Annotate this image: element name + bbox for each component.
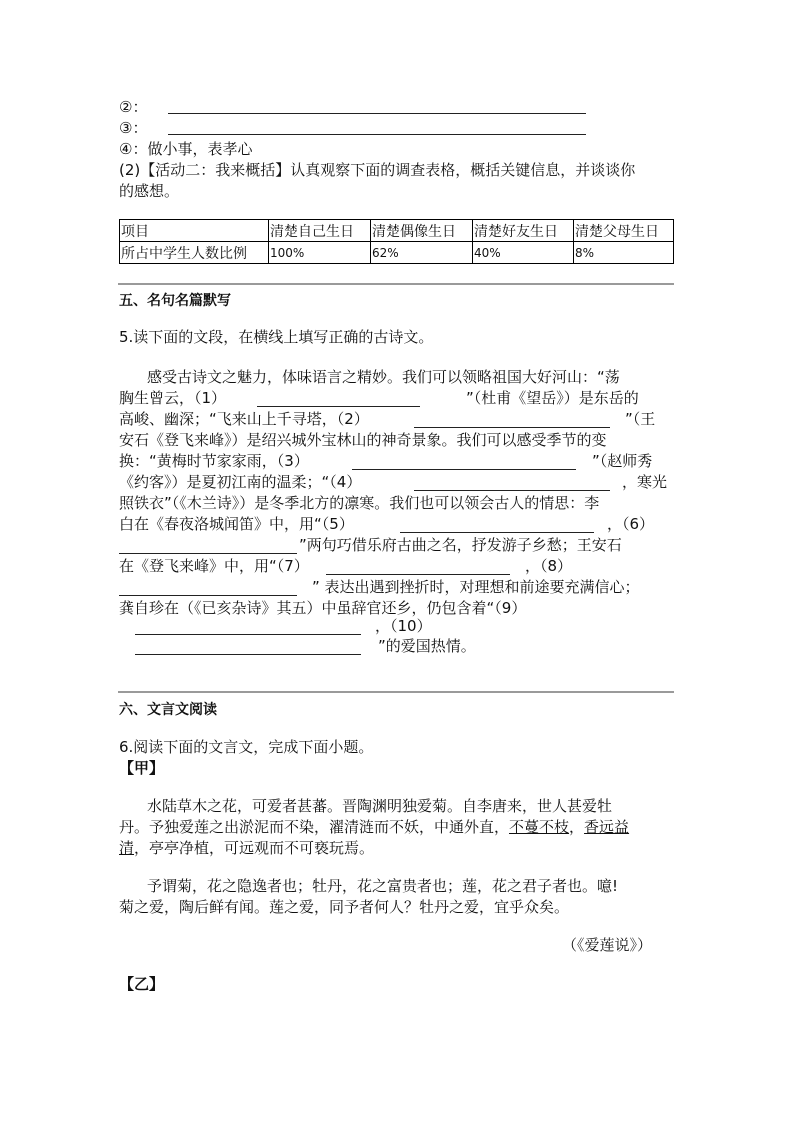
classical-text-line: 菊之爱，陶后鲜有闻。莲之爱，同予者何人？牡丹之爱，宜乎众矣。	[119, 898, 570, 916]
underlined-phrase: 不蔓不枝	[509, 818, 570, 836]
table-cell: 8%	[574, 242, 674, 264]
classical-text-span: ，	[569, 818, 585, 836]
passage-line-tail: ”的爱国热情。	[378, 637, 476, 655]
passage-line-tail: ，（10）	[375, 617, 432, 635]
classical-text-span: ，亭亭净植，可远观而不可亵玩焉。	[134, 839, 375, 857]
table-cell: 100%	[269, 242, 371, 264]
part-b-label: 【乙】	[119, 975, 165, 993]
passage-line: 换：“黄梅时节家家雨，（3）	[119, 452, 309, 470]
classical-text-line	[119, 838, 374, 859]
blank-10[interactable]	[135, 654, 361, 655]
passage-line: 胸生曾云，（1）	[119, 389, 227, 407]
section-6-heading: 六、文言文阅读	[119, 702, 217, 718]
activity2-prompt: (2)【活动二：我来概括】认真观察下面的调查表格，概括关键信息，并谈谈你	[119, 161, 636, 179]
passage-line: 安石《登飞来峰》）是绍兴城外宝林山的神奇景象。我们可以感受季节的变	[119, 431, 607, 449]
section-divider	[118, 691, 674, 693]
item-4-text: ④：做小事，表孝心	[119, 140, 253, 158]
survey-table	[119, 219, 674, 264]
blank-8[interactable]	[119, 595, 297, 596]
blank-3[interactable]	[352, 469, 576, 470]
table-header-cell: 清楚好友生日	[473, 220, 574, 242]
question-6: 6.阅读下面的文言文，完成下面小题。	[119, 738, 374, 756]
table-cell: 62%	[371, 242, 473, 264]
passage-line: 在《登飞来峰》中，用“（7）	[119, 557, 309, 575]
passage-line: 龚自珍在（《已亥杂诗》其五）中虽辞官还乡，仍包含着“（9）	[119, 599, 527, 617]
passage-line-tail: ”（杜甫《望岳》）是东岳的	[466, 389, 639, 407]
blank-1[interactable]	[257, 406, 420, 407]
table-header-cell: 清楚父母生日	[574, 220, 674, 242]
underlined-phrase: 清	[119, 839, 135, 857]
classical-text-line: 予谓菊，花之隐逸者也；牡丹，花之富贵者也；莲，花之君子者也。噫!	[147, 877, 619, 895]
blank-9[interactable]	[135, 634, 361, 635]
source-citation: （《爱莲说》）	[562, 936, 653, 954]
classical-text-line	[119, 817, 629, 838]
item-3-label: ③：	[119, 119, 148, 137]
classical-text-span: 丹。予独爱莲之出淤泥而不染，濯清涟而不妖，中通外直，	[119, 818, 510, 836]
table-cell: 40%	[473, 242, 574, 264]
section-divider	[118, 283, 674, 285]
passage-line-tail: ，（6）	[607, 515, 655, 533]
blank-4[interactable]	[414, 490, 610, 491]
activity2-prompt-cont: 的感想。	[119, 182, 180, 200]
table-row	[120, 242, 674, 264]
passage-line-tail: ” 表达出遇到挫折时，对理想和前途要充满信心；	[312, 578, 640, 596]
blank-7[interactable]	[326, 574, 510, 575]
passage-line: 照铁衣”（《木兰诗》）是冬季北方的凛寒。我们也可以领会古人的情思：李	[119, 494, 600, 512]
blank-2[interactable]	[414, 427, 610, 428]
section-5-heading: 五、名句名篇默写	[119, 293, 231, 309]
passage-line-tail: ”（王	[625, 410, 656, 428]
answer-line-item-2[interactable]	[168, 113, 586, 114]
passage-line: 白在《春夜洛城闻笛》中，用“（5）	[119, 515, 354, 533]
item-2-label: ②：	[119, 98, 148, 116]
table-header-cell: 项目	[120, 220, 269, 242]
passage-line: 感受古诗文之魅力，体味语言之精妙。我们可以领略祖国大好河山：“荡	[147, 368, 620, 386]
table-header-cell: 清楚偶像生日	[371, 220, 473, 242]
classical-text-line: 水陆草木之花，可爱者甚蕃。晋陶渊明独爱菊。自李唐来，世人甚爱牡	[147, 797, 613, 815]
table-row	[120, 220, 674, 242]
question-5: 5.读下面的文段，在横线上填写正确的古诗文。	[119, 328, 434, 346]
passage-line: 高峻、幽深；“飞来山上千寻塔，（2）	[119, 410, 369, 428]
underlined-phrase: 香远益	[584, 818, 630, 836]
table-cell: 所占中学生人数比例	[120, 242, 269, 264]
table-header-cell: 清楚自己生日	[269, 220, 371, 242]
passage-line-tail: ”两句巧借乐府古曲之名，抒发游子乡愁；王安石	[299, 536, 622, 554]
passage-line: 《约客》）是夏初江南的温柔；“（4）	[119, 473, 362, 491]
part-a-label: 【甲】	[119, 759, 165, 777]
blank-5[interactable]	[400, 532, 594, 533]
answer-line-item-3[interactable]	[168, 134, 586, 135]
blank-6[interactable]	[119, 553, 297, 554]
passage-line-tail: ”（赵师秀	[592, 452, 653, 470]
passage-line-tail: ，（8）	[525, 557, 573, 575]
passage-line-tail: ，寒光	[622, 473, 668, 491]
